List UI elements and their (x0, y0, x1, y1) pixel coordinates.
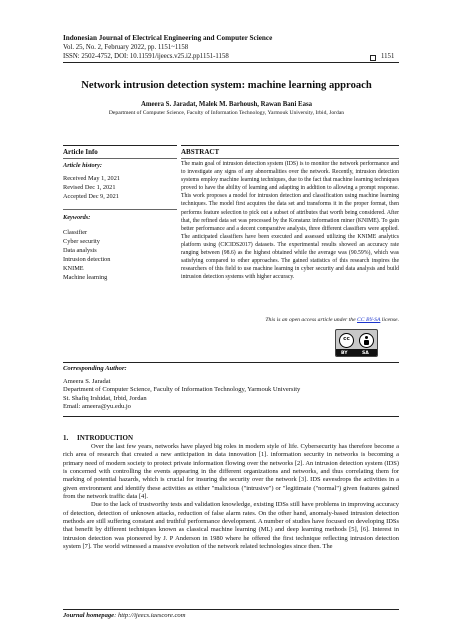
page-number: 1151 (381, 53, 395, 60)
authors: Ameera S. Jaradat, Malek M. Barhoush, Rawan Bani Easa (140, 101, 313, 108)
homepage-url[interactable]: : http://ijeecs.iaescore.com (114, 612, 186, 619)
badge-sa-label: SA (362, 350, 369, 356)
introduction-body (63, 443, 399, 551)
abstract-rule (181, 158, 399, 159)
introduction-paragraph: Over the last few years, networks have played big roles in modern style of life. Cybersecurity has therefore become a rich area of research that created a new anticipation in data innovation [1]. information security in networks is becoming a primary need of modern society to protect private information flowing over the networks [2]. An intrusion detection system (IDS) is concerned with controlling the events appearing in the different organizations and networks, and thus correlating them for marking of potential hazards, which is crucial for insuring the security over the network [3]. IDS eavesdrops the activities in a given environment and identify these activities as either "malicious ("intrusive") or "legitimate ("normal") given features gained from the network traffic data [4]. (63, 443, 399, 501)
keyword-item: Cyber security (63, 238, 100, 245)
header-rule (63, 62, 399, 63)
corresponding-author-department: Department of Computer Science, Faculty of Information Technology, Yarmouk University (63, 386, 301, 394)
journal-name: Indonesian Journal of Electrical Engineering and Computer Science (63, 34, 273, 42)
keywords-list (63, 228, 177, 282)
open-access-prefix: This is an open access article under the (265, 317, 358, 323)
corresponding-author-heading: Corresponding Author: (63, 365, 127, 372)
journal-homepage (63, 612, 185, 619)
abstract-top-rule (181, 145, 399, 146)
keywords-rule (63, 209, 177, 210)
abstract-body: The main goal of intrusion detection system (IDS) is to monitor the network performance and to investigate any signs of any abnormalities over the network. Recently, intrusion detection systems employ machine learning techniques, due to the fact that machine learning techniques proved to have the ability of learning and adapting in addition to allowing a prompt response. This work proposes a model for intrusion detection and classification using machine learning techniques. The model first acquires the data set and transforms it in the proper format, then performs feature selection to pick out a subset of attributes that worth being considered. After that, the refined data set was processed by the Konstanz information miner (KNIME). To gain better performance and a decent comparative analysis, three different classifiers were applied. The anticipated classifiers have been executed and assessed utilizing the KNIME analytics platform using (CICIDS2017) datasets. The experimental results showed an accuracy rate ranging between (98.6) as the highest obtained while the average was (90.59%), which was satisfying compared to other approaches. The gained statistics of this research inspires the researchers of this field to use machine learning in cyber security and data analysis and build intrusion detection systems with higher accuracy. (181, 161, 399, 281)
keyword-item: Intrusion detection (63, 256, 111, 263)
article-info-top-rule (63, 145, 177, 146)
history-received: Received May 1, 2021 (63, 175, 121, 182)
introduction-heading: 1. INTRODUCTION (63, 434, 134, 442)
introduction-paragraph: Due to the lack of trustworthy tests and validation knowledge, existing IDSs still have problems in improving accuracy of detection, detection of unknown attacks, reduction of false alarm rates. On the other hand, anomaly-based intrusion detection methods are still suffering constant and truthful performance development. A number of studies have focused on developing IDSs that benefit by different techniques known as classical machine learning (ML) and deep learning methods [5], [6]. Interest in intrusion detection was pioneered by J. P Anderson in 1980 where he offered the first technique reflecting intrusion detection system [7]. The world witnessed a massive evolution of the network related technologies since then. The (63, 501, 399, 551)
homepage-label: Journal homepage (63, 612, 115, 619)
attribution-person-icon (359, 333, 374, 348)
abstract-heading: ABSTRACT (181, 148, 220, 156)
paper-title: Network intrusion detection system: machine learning approach (81, 80, 372, 91)
journal-issn: ISSN: 2502-4752, DOI: 10.11591/ijeecs.v25.i2.pp1151-1158 (63, 53, 229, 60)
badge-by-label: BY (341, 350, 348, 356)
journal-volume: Vol. 25, No. 2, February 2022, pp. 1151~1158 (63, 44, 189, 51)
affiliation: Department of Computer Science, Faculty of Information Technology, Yarmouk University, Irbid, Jordan (108, 110, 345, 116)
cc-license-badge[interactable] (335, 329, 378, 357)
corresponding-bottom-rule (63, 416, 399, 417)
article-info-heading: Article Info (63, 148, 98, 156)
keyword-item: Classifier (63, 229, 88, 236)
history-accepted: Accepted Dec 9, 2021 (63, 193, 119, 200)
article-info-rule (63, 158, 177, 159)
license-link[interactable]: CC BY-SA (357, 317, 381, 323)
corresponding-author-block (63, 378, 399, 412)
article-history-label: Article history: (63, 162, 103, 169)
footer-rule (63, 609, 399, 610)
open-access-suffix: license. (380, 317, 399, 323)
article-history-list (63, 174, 177, 201)
keyword-item: Machine learning (63, 274, 108, 281)
page-box-icon (370, 55, 376, 61)
corresponding-author-name: Ameera S. Jaradat (63, 378, 111, 385)
history-revised: Revised Dec 1, 2021 (63, 184, 116, 191)
open-access-note (181, 317, 399, 323)
keywords-label: Keywords: (63, 214, 91, 221)
keyword-item: KNIME (63, 265, 84, 272)
cc-logo-icon: cc (339, 333, 354, 348)
keyword-item: Data analysis (63, 247, 97, 254)
corresponding-author-address: St. Shafiq Irshidat, Irbid, Jordan (63, 394, 147, 402)
corresponding-author-email: Email: ameera@yu.edu.jo (63, 403, 131, 411)
corresponding-top-rule (63, 362, 399, 363)
